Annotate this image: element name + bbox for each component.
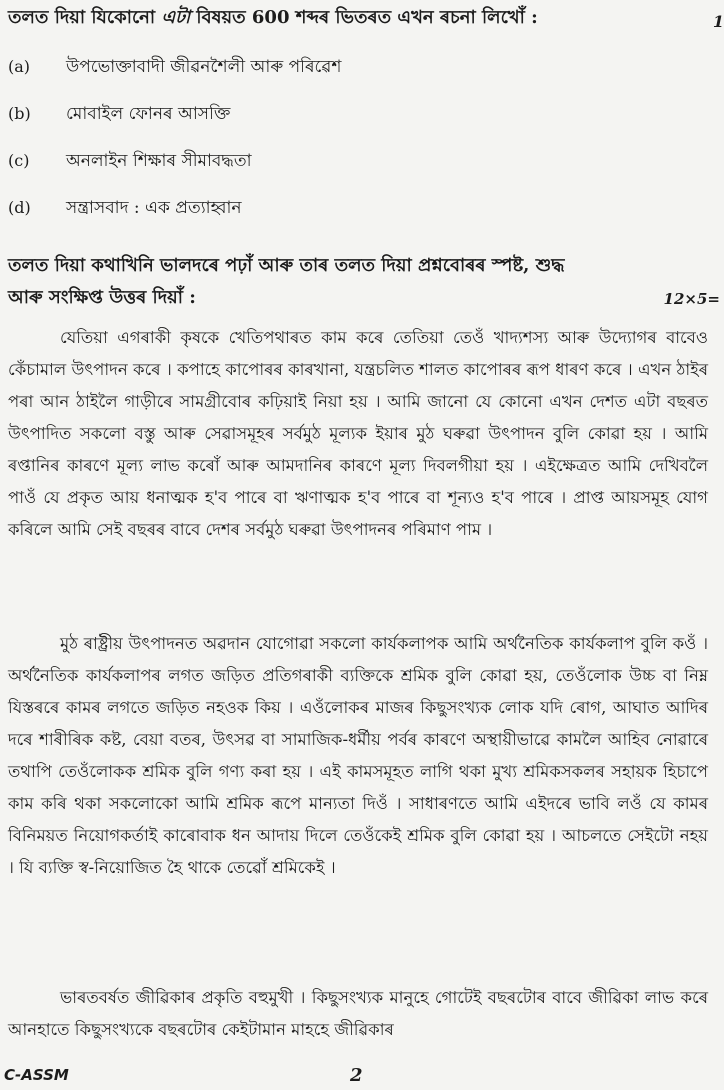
paper-code: C-ASSM [4, 1066, 69, 1084]
page-number: 2 [350, 1065, 363, 1086]
option-letter: (d) [8, 198, 31, 217]
option-text: উপভোক্তাবাদী জীৱনশৈলী আৰু পৰিৱেশ [66, 57, 342, 77]
q1-heading-emphasis: এটা [161, 7, 191, 28]
option-letter: (b) [8, 104, 31, 123]
option-text: মোবাইল ফোনৰ আসক্তি [66, 104, 231, 124]
option-b [8, 101, 230, 127]
option-a [8, 54, 341, 80]
q1-marks-cut: 1 [712, 12, 724, 31]
question-2-heading-line2: আৰু সংক্ষিপ্ত উত্তৰ দিয়াঁ : [8, 287, 196, 308]
q1-heading-post: বিষয়ত 600 শব্দৰ ভিতৰত এখন ৰচনা লিখোঁ : [190, 7, 538, 28]
passage-paragraph-3: ভাৰতবৰ্ষত জীৱিকাৰ প্ৰকৃতি বহুমুখী । কিছুসংখ্যক মানুহে গোটেই বছৰটোৰ বাবে জীৱিকা লাভ কৰে আনহাতে কিছুসংখ্যকে বছৰটোৰ কেইটামান মাহহে জীৱিকাৰ [8, 988, 708, 1039]
option-letter: (a) [8, 57, 31, 76]
option-d [8, 195, 242, 221]
passage-paragraph-2: মুঠ ৰাষ্ট্ৰীয় উৎপাদনত অৱদান যোগোৱা সকলো কাৰ্যকলাপক আমি অৰ্থনৈতিক কাৰ্যকলাপ বুলি কওঁ । অৰ্থনৈতিক কাৰ্যকলাপৰ লগত জড়িত প্ৰতিগৰাকী ব্যক্তিকে শ্ৰমিক বুলি কোৱা হয়, তেওঁলোক উচ্চ বা নিম্ন যিস্তৰৰে কামৰ লগতে জড়িত নহওক কিয় । এওঁলোকৰ মাজৰ কিছুসংখ্যক লোক যদি ৰোগ, আঘাত আদিৰ দৰে শাৰীৰিক কষ্ট, বেয়া বতৰ, উৎসৱ বা সামাজিক-ধৰ্মীয় পৰ্বৰ কাৰণে অস্থায়ীভাৱে কামলৈ আহিব নোৱাৰে তথাপি তেওঁলোকক শ্ৰমিক বুলি গণ্য কৰা হয় । এই কামসমূহত লাগি থকা মুখ্য শ্ৰমিকসকলৰ সহায়ক হিচাপে কাম কৰি থকা সকলোকো আমি শ্ৰমিক ৰূপে মান্যতা দিওঁ । সাধাৰণতে আমি এইদৰে ভাবি লওঁ যে কামৰ বিনিময়ত নিয়োগকৰ্তাই কাৰোবাক ধন আদায় দিলে তেওঁকেই শ্ৰমিক বুলি কোৱা হয় । আচলতে সেইটো নহয় । যি ব্যক্তি স্ব-নিয়োজিত হৈ থাকে তেৱোঁ শ্ৰমিকেই । [8, 634, 708, 877]
option-c [8, 148, 252, 174]
q1-heading-pre: তলত দিয়া যিকোনো [8, 7, 162, 28]
passage-paragraph-1: যেতিয়া এগৰাকী কৃষকে খেতিপথাৰত কাম কৰে তেতিয়া তেওঁ খাদ্যশস্য আৰু উদ্যোগৰ বাবেও কেঁচামাল উৎপাদন কৰে । কপাহে কাপোৰৰ কাৰখানা, যন্ত্ৰচলিত শালত কাপোৰৰ ৰূপ ধাৰণ কৰে । এখন ঠাইৰ পৰা আন ঠাইলৈ গাড়ীৰে সামগ্ৰীবোৰ কঢ়িয়াই নিয়া হয় । আমি জানো যে কোনো এখন দেশত এটা বছৰত উৎপাদিত সকলো বস্তু আৰু সেৱাসমূহৰ সৰ্বমুঠ মূল্যক ইয়াৰ মুঠ ঘৰুৱা উৎপাদন বুলি কোৱা হয় । আমি ৰপ্তানিৰ কাৰণে মূল্য লাভ কৰোঁ আৰু আমদানিৰ কাৰণে মূল্য দিবলগীয়া হয় । এইক্ষেত্ৰত আমি দেখিবলৈ পাওঁ যে প্ৰকৃত আয় ধনাত্মক হ'ব পাৰে বা ঋণাত্মক হ'ব পাৰে বা শূন্যও হ'ব পাৰে । প্ৰাপ্ত আয়সমূহ যোগ কৰিলে আমি সেই বছৰৰ বাবে দেশৰ সৰ্বমুঠ ঘৰুৱা উৎপাদনৰ পৰিমাণ পাম । [8, 328, 708, 539]
option-text: সন্ত্ৰাসবাদ : এক প্ৰত্যাহ্বান [66, 198, 242, 218]
option-letter: (c) [8, 151, 30, 170]
option-text: অনলাইন শিক্ষাৰ সীমাবদ্ধতা [66, 151, 252, 171]
question-1-heading [8, 4, 720, 32]
question-2-heading: তলত দিয়া কথাখিনি ভালদৰে পঢ়াঁ আৰু তাৰ তলত দিয়া প্ৰশ্নবোৰৰ স্পষ্ট, শুদ্ধ [8, 255, 565, 276]
question-2-marks: 12×5= [663, 290, 720, 308]
